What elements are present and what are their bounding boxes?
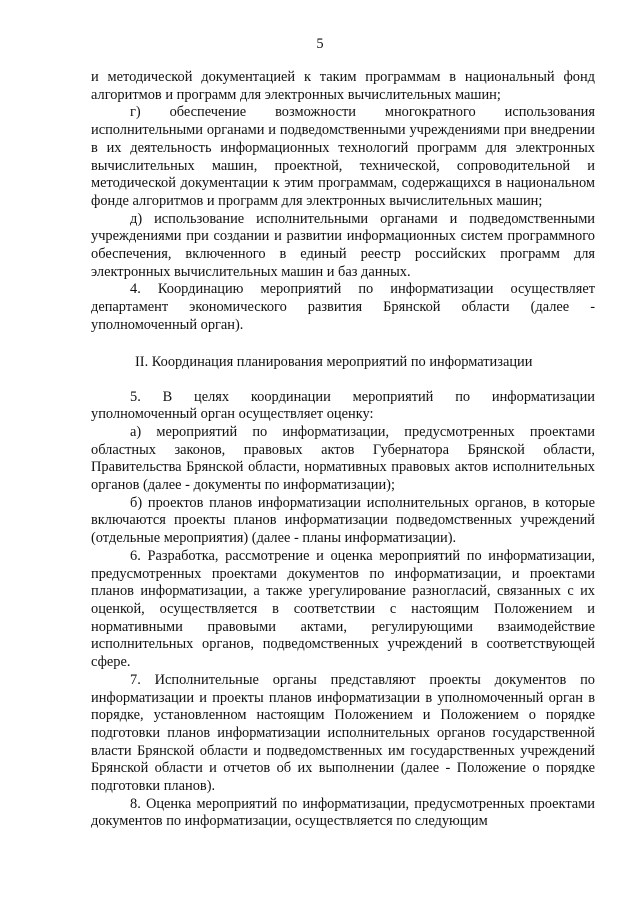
paragraph: 7. Исполнительные органы представляют проекты документов по информатизации и проекты планов информатизации в уполномоченный орган в порядке, установленном настоящим Положением и Положением о порядке подготовки планов информатизации исполнительных органов государственной власти Брянской области и подведомственных им государственных учреждений Брянской области и отчетов об их выполнении (далее - Положение о порядке подготовки планов).: [91, 671, 595, 795]
paragraph: а) мероприятий по информатизации, предусмотренных проектами областных законов, правовых актов Губернатора Брянской области, Правительства Брянской области, нормативных правовых актов исполнительных органов (далее - документы по информатизации);: [91, 423, 595, 494]
paragraph: и методической документацией к таким программам в национальный фонд алгоритмов и программ для электронных вычислительных машин;: [91, 69, 595, 103]
paragraph: д) использование исполнительными органами и подведомственными учреждениями при создании и развитии информационных систем программного обеспечения, включенного в единый реестр российских программ для электронных вычислительных машин и баз данных.: [91, 210, 595, 280]
paragraph: б) проектов планов информатизации исполнительных органов, в которые включаются проекты планов информатизации подведомственных учреждений (отдельные мероприятия) (далее - планы информатизации).: [91, 494, 595, 547]
page-number: 5: [316, 36, 324, 52]
paragraph: г) обеспечение возможности многократного использования исполнительными органами и подведомственными учреждениями при внедрении в их деятельность информационных технологий программ для электронных вычислительных машин, проектной, технической, сопроводительной и методической документации к этим программам, содержащихся в национальном фонде алгоритмов и программ для электронных вычислительных машин;: [91, 104, 595, 209]
paragraph: 5. В целях координации мероприятий по информатизации уполномоченный орган осуществляет оценку:: [91, 388, 595, 423]
document-body: [91, 69, 595, 831]
paragraph: 4. Координацию мероприятий по информатизации осуществляет департамент экономического развития Брянской области (далее - уполномоченный орган).: [91, 281, 595, 333]
paragraph: 6. Разработка, рассмотрение и оценка мероприятий по информатизации, предусмотренных проектами документов по информатизации, и проектами планов информатизации, а также урегулирование разногласий, связанных с их оценкой, осуществляется в соответствии с настоящим Положением и нормативными правовыми актами, регулирующими взаимодействие исполнительных органов, подведомственных учреждений в соответствующей сфере.: [91, 547, 595, 671]
section-heading: II. Координация планирования мероприятий по информатизации: [135, 353, 533, 370]
paragraph: 8. Оценка мероприятий по информатизации, предусмотренных проектами документов по информатизации, осуществляется по следующим: [91, 795, 595, 830]
